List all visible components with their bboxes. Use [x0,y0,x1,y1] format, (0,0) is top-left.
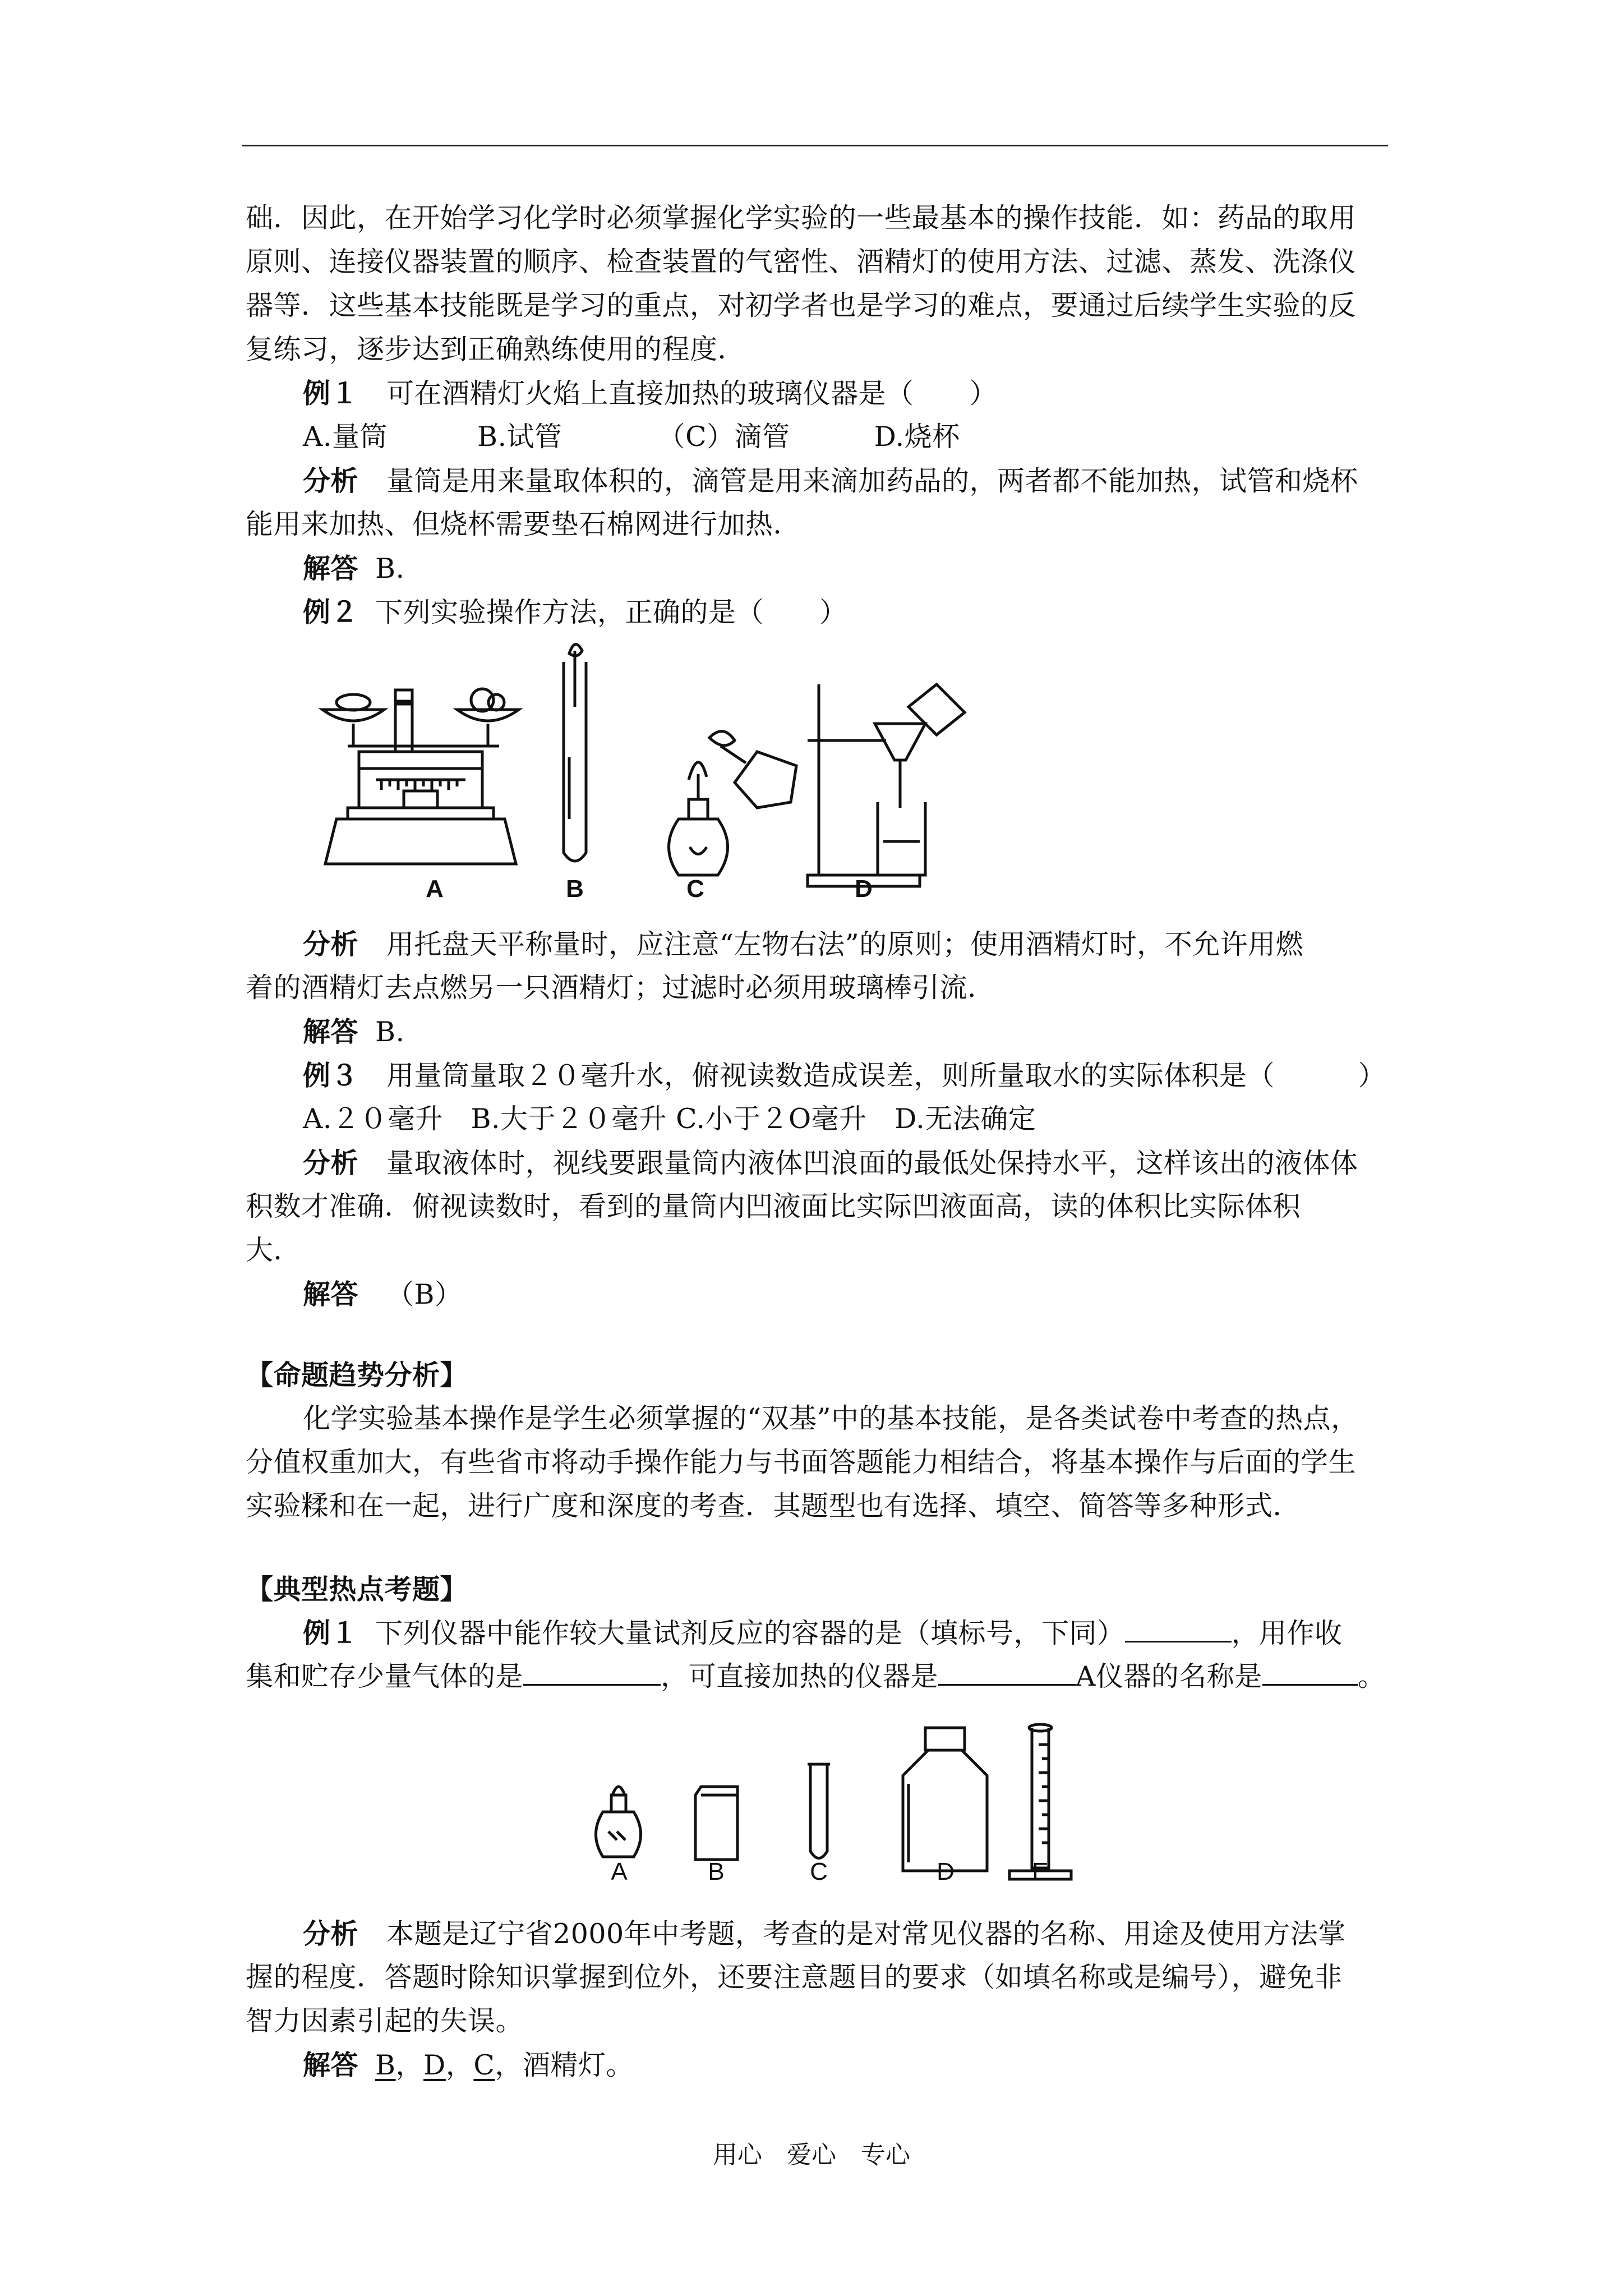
ex2-analysis-line-1 [303,922,1481,967]
trend-line-3: 实验糅和在一起，进行广度和深度的考查．其题型也有选择、填空、简答等多种形式． [246,1490,1301,1522]
hot-question-part-6: 。 [1357,1660,1386,1692]
hot-figure-label-e: E [1032,1858,1049,1885]
ex3-answer-line [303,1272,1481,1317]
hot-question-part-4: ，可直接加热的仪器是 [661,1660,939,1692]
intro-line-2: 原则、连接仪器装置的顺序、检查装置的气密性、酒精灯的使用方法、过滤、蒸发、洗涤仪 [246,246,1357,278]
hot-question-part-1: 下列仪器中能作较大量试剂反应的容器的是（填标号，下同） [375,1617,1125,1649]
hot-analysis-line-2: 握的程度．答题时除知识掌握到位外，还要注意题目的要求（如填名称或是编号），避免非 [246,1961,1343,1993]
intro-line-4: 复练习，逐步达到正确熟练使用的程度． [246,333,746,365]
ex2-figure-label-d: D [855,875,873,903]
ex2-label: 例２ [303,596,359,628]
trend-heading: 【命题趋势分析】 [246,1359,468,1391]
page-footer: 用心 爱心 专心 [713,2141,910,2169]
header-rule [242,145,1388,146]
ex3-analysis-line-2: 积数才准确．俯视读数时，看到的量筒内凹液面比实际凹液面高，读的体积比实际体积 [246,1190,1301,1222]
ex1-options [303,415,1481,459]
ex3-analysis-line-1 [303,1141,1481,1185]
hot-answer-sep-1: ， [395,2049,424,2081]
hot-analysis-line-1 [303,1912,1481,1956]
ex2-figure-drawing [314,639,931,903]
hot-ex-label: 例１ [303,1617,359,1649]
hot-figure [583,1711,1116,1896]
ex1-analysis-line-1 [303,459,1481,503]
balance-illustration [322,689,519,864]
ex2-figure [314,639,931,903]
ex2-answer: B. [375,1016,405,1048]
gas-bottle-illustration [903,1728,987,1871]
ex1-answer: B. [375,553,405,585]
ex2-analysis-line-2: 着的酒精灯去点燃另一只酒精灯；过滤时必须用玻璃棒引流． [246,972,995,1004]
hot-heading: 【典型热点考题】 [246,1573,468,1605]
ex1-analysis-label: 分析 [303,464,359,497]
ex1-option-d: D.烧杯 [874,421,960,453]
ex1-option-b: B.试管 [477,421,562,453]
hot-question-line-1 [303,1611,1481,1655]
hot-blank-1[interactable] [1125,1612,1232,1642]
hot-answer-c: C [473,2049,495,2081]
ex2-answer-label: 解答 [303,1015,359,1048]
ex3-label: 例３ [303,1059,359,1092]
ex2-figure-label-a: A [426,875,444,903]
test-tube-illustration-2 [808,1764,830,1858]
ex3-answer: （B） [386,1278,463,1310]
alcohol-lamp-illustration [596,1787,641,1857]
hot-figure-label-c: C [810,1858,828,1885]
hot-figure-label-a: A [611,1858,628,1885]
ex2-analysis-label: 分析 [303,928,359,960]
ex3-answer-label: 解答 [303,1278,359,1310]
ex1-option-c: （C）滴管 [657,421,790,453]
ex3-analysis-label: 分析 [303,1147,359,1179]
hot-analysis-text-1: 本题是辽宁省2000年中考题，考查的是对常见仪器的名称、用途及使用方法掌 [386,1918,1346,1950]
hot-answer-d: D [423,2049,446,2081]
trend-line-2: 分值权重加大，有些省市将动手操作能力与书面答题能力相结合，将基本操作与后面的学生 [246,1446,1357,1478]
hot-answer-line [303,2043,1481,2087]
test-tube-illustration [564,645,586,861]
ex3-analysis-text-1: 量取液体时，视线要跟量筒内液体凹浪面的最低处保持水平，这样该出的液体体 [386,1147,1358,1179]
hot-blank-3[interactable] [938,1655,1076,1686]
hot-figure-label-b: B [708,1858,725,1885]
ex2-question: 下列实验操作方法，正确的是（ ） [375,596,847,628]
hot-question-part-5: A仪器的名称是 [1076,1660,1262,1692]
hot-answer-label: 解答 [303,2049,359,2081]
ex3-analysis-line-3: 大． [246,1234,302,1266]
ex2-figure-label-b: B [566,875,584,903]
filtration-illustration [808,684,965,886]
ex3-question-line [303,1053,1481,1098]
hot-figure-label-d: D [937,1858,955,1885]
hot-blank-4[interactable] [1262,1655,1358,1686]
intro-line-3: 器等．这些基本技能既是学习的重点，对初学者也是学习的难点，要通过后续学生实验的反 [246,289,1357,321]
hot-question-part-2: ，用作收 [1231,1617,1343,1649]
ex3-options: A.２０毫升 B.大于２０毫升 C.小于２O毫升 D.无法确定 [303,1103,1036,1135]
hot-blank-2[interactable] [523,1655,661,1686]
trend-line-1: 化学实验基本操作是学生必须掌握的“双基”中的基本技能，是各类试卷中考查的热点， [303,1402,1359,1434]
hot-answer-sep-2: ， [445,2049,474,2081]
intro-line-1: 础．因此，在开始学习化学时必须掌握化学实验的一些最基本的操作技能．如：药品的取用 [246,202,1357,234]
hot-analysis-line-3: 智力因素引起的失误。 [246,2005,524,2037]
ex1-option-a: A.量筒 [303,421,388,453]
ex1-question-line [303,371,1481,416]
ex1-analysis-line-2: 能用来加热、但烧杯需要垫石棉网进行加热． [246,508,801,540]
alcohol-lamps-illustration [669,731,797,875]
ex2-analysis-text-1: 用托盘天平称量时，应注意“左物右法”的原则；使用酒精灯时，不允许用燃 [386,928,1304,960]
ex1-answer-line [303,546,1481,591]
ex3-question: 用量筒量取２０毫升水，俯视读数造成误差，则所量取水的实际体积是（ ） [386,1060,1386,1092]
ex2-figure-label-c: C [686,875,704,903]
ex2-question-line [303,590,1481,634]
hot-answer-tail: ，酒精灯。 [495,2049,634,2081]
ex1-analysis-text-1: 量筒是用来量取体积的，滴管是用来滴加药品的，两者都不能加热，试管和烧杯 [386,465,1358,497]
graduated-cylinder-illustration [1009,1724,1071,1879]
ex2-answer-line [303,1010,1481,1054]
ex1-label: 例１ [303,377,359,409]
beaker-illustration [695,1787,737,1860]
hot-answer-b: B [375,2049,396,2081]
hot-question-part-3: 集和贮存少量气体的是 [246,1660,524,1692]
hot-analysis-label: 分析 [303,1917,359,1950]
ex1-answer-label: 解答 [303,552,359,585]
hot-question-line-2 [246,1655,1423,1699]
ex1-question: 可在酒精灯火焰上直接加热的玻璃仪器是（ ） [386,378,998,409]
